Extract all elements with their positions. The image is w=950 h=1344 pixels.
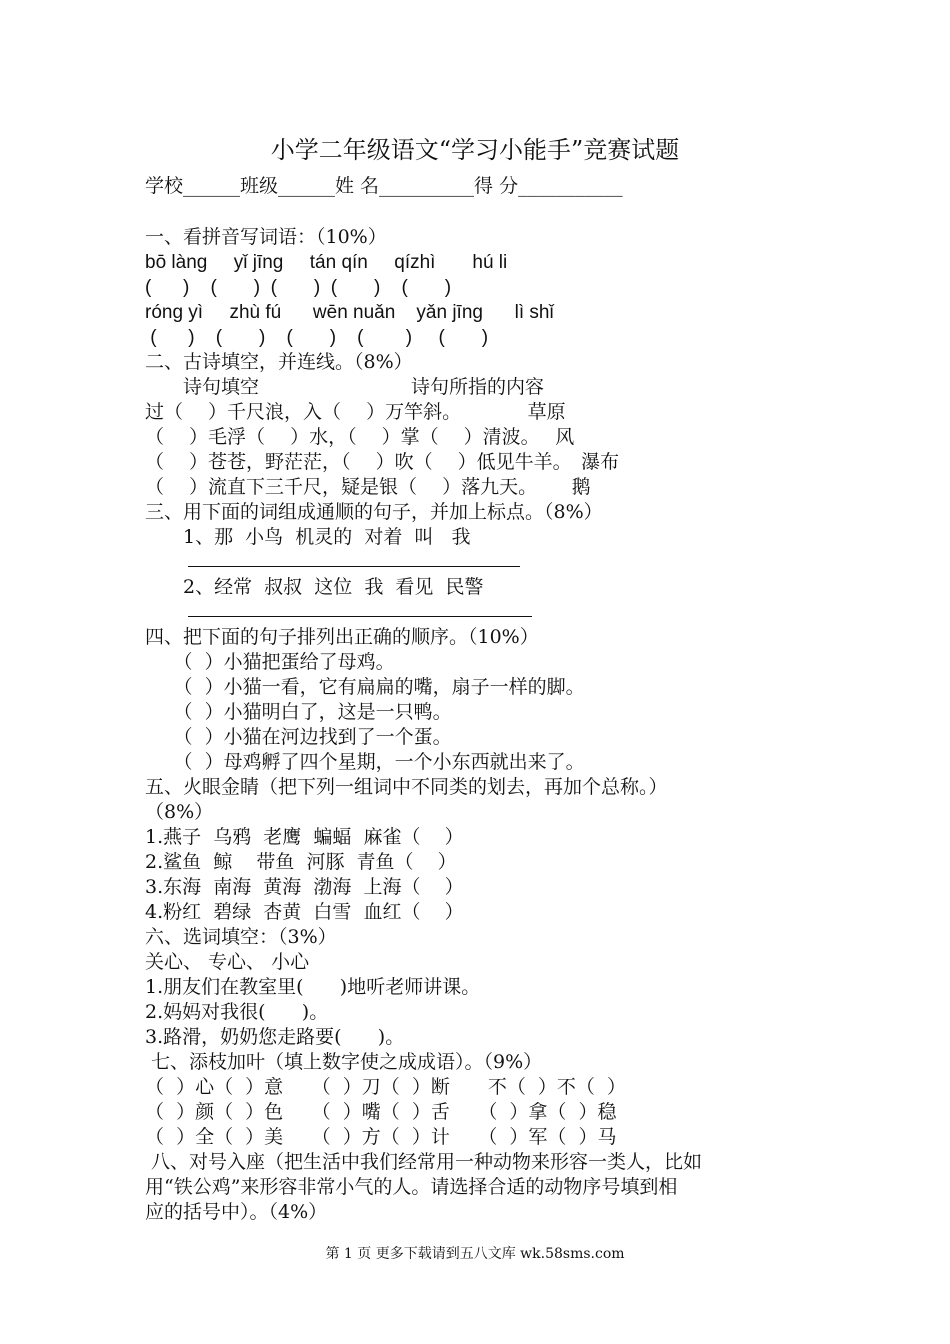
word-choices: 关心、 专心、 小心 [145, 951, 310, 973]
student-info-line: 学校______班级______姓 名__________得 分___________ [145, 175, 623, 197]
word-group-4: 4.粉红 碧绿 杏黄 白雪 血红（ ） [145, 901, 464, 923]
order-item-4: （ ）小猫在河边找到了一个蛋。 [145, 726, 452, 748]
order-item-5: （ ）母鸡孵了四个星期，一个小东西就出来了。 [145, 751, 585, 773]
section-3-heading: 三、用下面的词组成通顺的句子，并加上标点。（8%） [145, 501, 603, 523]
idiom-row-1: （ ）心（ ）意 （ ）刀（ ）断 不（ ）不（ ） [145, 1076, 626, 1098]
pinyin-row-2: róng yì zhù fú wēn nuǎn yǎn jīng lì shǐ [145, 302, 554, 323]
section-4-heading: 四、把下面的句子排列出正确的顺序。（10%） [145, 626, 539, 648]
answer-line-2[interactable] [188, 616, 532, 617]
word-group-2: 2.鲨鱼 鲸 带鱼 河豚 青鱼（ ） [145, 851, 457, 873]
poem-line-3: （ ）苍苍，野茫茫，（ ）吹（ ）低见牛羊。 瀑布 [145, 451, 620, 473]
idiom-row-3: （ ）全（ ）美 （ ）方（ ）计 （ ）军（ ）马 [145, 1126, 617, 1148]
section-7-heading: 七、添枝加叶（填上数字使之成成语）。（9%） [145, 1051, 543, 1073]
section-1-heading: 一、看拼音写词语：（10%） [145, 226, 387, 248]
section-8-text-3: 应的括号中）。（4%） [145, 1201, 328, 1223]
answer-brackets-row-2: ( ) ( ) ( ) ( ) ( ) [145, 327, 489, 348]
section-8-heading: 八、对号入座（把生活中我们经常用一种动物来形容一类人，比如 [145, 1151, 703, 1173]
answer-brackets-row-1: ( ) ( ) ( ) ( ) ( ) [145, 277, 452, 298]
section-5-heading: 五、火眼金睛（把下列一组词中不同类的划去，再加个总称。） [145, 776, 668, 798]
section-8-text-2: 用“铁公鸡”来形容非常小气的人。请选择合适的动物序号填到相 [145, 1176, 678, 1198]
section-5-score: （8%） [145, 801, 214, 823]
order-item-3: （ ）小猫明白了，这是一只鸭。 [145, 701, 452, 723]
fill-sentence-3: 3.路滑，奶奶您走路要( )。 [145, 1026, 405, 1048]
answer-line-1[interactable] [188, 566, 520, 567]
poem-column-headers: 诗句填空 诗句所指的内容 [145, 376, 545, 398]
pinyin-row-1: bō làng yǐ jīng tán qín qízhì hú li [145, 252, 508, 273]
idiom-row-2: （ ）颜（ ）色 （ ）嘴（ ）舌 （ ）拿（ ）稳 [145, 1101, 617, 1123]
poem-line-4: （ ）流直下三千尺，疑是银（ ）落九天。 鹅 [145, 476, 591, 498]
sentence-words-2: 2、经常 叔叔 这位 我 看见 民警 [145, 576, 484, 598]
poem-line-1: 过（ ）千尺浪，入（ ）万竿斜。 草原 [145, 401, 566, 423]
page-title: 小学二年级语文“学习小能手”竞赛试题 [270, 136, 680, 164]
page-footer: 第 1 页 更多下载请到五八文库 wk.58sms.com [325, 1246, 625, 1262]
sentence-words-1: 1、那 小鸟 机灵的 对着 叫 我 [145, 526, 471, 548]
fill-sentence-2: 2.妈妈对我很( )。 [145, 1001, 329, 1023]
section-2-heading: 二、古诗填空，并连线。（8%） [145, 351, 413, 373]
section-6-heading: 六、选词填空：（3%） [145, 926, 337, 948]
poem-line-2: （ ）毛浮（ ）水，（ ）掌（ ）清波。 风 [145, 426, 575, 448]
order-item-2: （ ）小猫一看，它有扁扁的嘴，扇子一样的脚。 [145, 676, 585, 698]
order-item-1: （ ）小猫把蛋给了母鸡。 [145, 651, 395, 673]
fill-sentence-1: 1.朋友们在教室里( )地听老师讲课。 [145, 976, 481, 998]
word-group-3: 3.东海 南海 黄海 渤海 上海（ ） [145, 876, 464, 898]
word-group-1: 1.燕子 乌鸦 老鹰 蝙蝠 麻雀（ ） [145, 826, 464, 848]
